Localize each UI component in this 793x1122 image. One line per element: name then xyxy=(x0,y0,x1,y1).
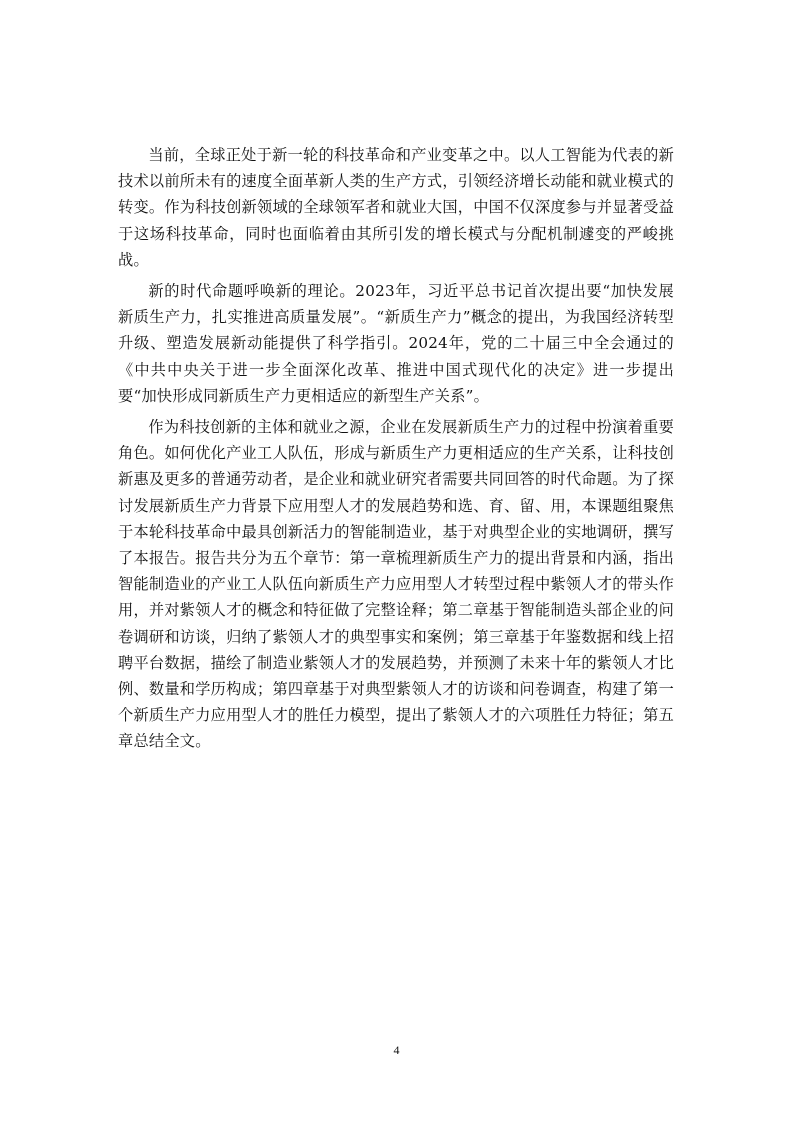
paragraph-2: 新的时代命题呼唤新的理论。2023年，习近平总书记首次提出要“加快发展新质生产力，扎实推进高质量发展”。“新质生产力”概念的提出，为我国经济转型升级、塑造发展新动能提供了科学指引。2024年，党的二十届三中全会通过的《中共中央关于进一步全面深化改革、推进中国式现代化的决定》进一步提出要“加快形成同新质生产力更相适应的新型生产关系”。 xyxy=(118,282,674,405)
paragraph-3: 作为科技创新的主体和就业之源，企业在发展新质生产力的过程中扮演着重要角色。如何优化产业工人队伍，形成与新质生产力更相适应的生产关系，让科技创新惠及更多的普通劳动者，是企业和就业研究者需要共同回答的时代命题。为了探讨发展新质生产力背景下应用型人才的发展趋势和选、育、留、用，本课题组聚焦于本轮科技革命中最具创新活力的智能制造业，基于对典型企业的实地调研，撰写了本报告。报告共分为五个章节：第一章梳理新质生产力的提出背景和内涵，指出智能制造业的产业工人队伍向新质生产力应用型人才转型过程中紫领人才的带头作用，并对紫领人才的概念和特征做了完整诠释；第二章基于智能制造头部企业的问卷调研和访谈，归纳了紫领人才的典型事实和案例；第三章基于年鉴数据和线上招聘平台数据，描绘了制造业紫领人才的发展趋势，并预测了未来十年的紫领人才比例、数量和学历构成；第四章基于对典型紫领人才的访谈和问卷调查，构建了第一个新质生产力应用型人才的胜任力模型，提出了紫领人才的六项胜任力特征；第五章总结全文。 xyxy=(118,418,674,751)
paragraph-1: 当前，全球正处于新一轮的科技革命和产业变革之中。以人工智能为代表的新技术以前所未有的速度全面革新人类的生产方式，引领经济增长动能和就业模式的转变。作为科技创新领域的全球领军者和就业大国，中国不仅深度参与并显著受益于这场科技革命，同时也面临着由其所引发的增长模式与分配机制遽变的严峻挑战。 xyxy=(118,146,674,269)
page-number: 4 xyxy=(393,1043,400,1057)
body-text xyxy=(118,142,674,760)
